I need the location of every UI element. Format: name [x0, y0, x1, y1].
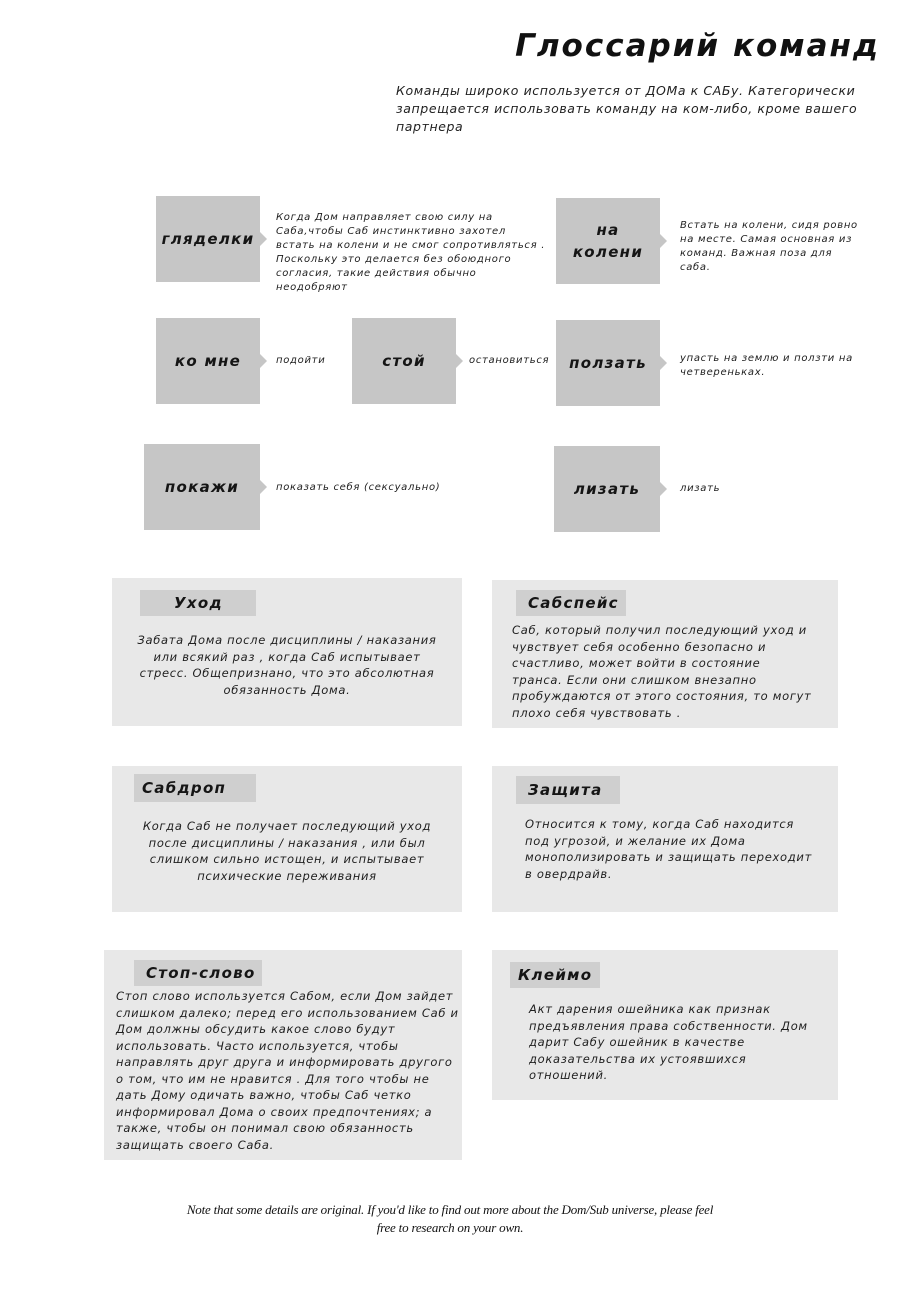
command-tile-glyadelki — [156, 196, 260, 282]
command-label: ко мне — [174, 352, 242, 370]
command-label: на колени — [572, 221, 644, 261]
card-kleymo — [492, 950, 838, 1100]
command-desc: подойти — [276, 355, 326, 366]
command-label: покажи — [164, 478, 240, 496]
card-sabspeys — [492, 580, 838, 728]
command-desc: показать себя (сексуально) — [276, 482, 441, 493]
command-tile-stoy — [352, 318, 456, 404]
command-desc: Встать на колени, сидя ровно на месте. Самая основная из команд. Важная поза для саба. — [680, 220, 858, 273]
card-title: Защита — [516, 776, 620, 804]
command-desc: Когда Дом направляет свою силу на Саба,чтобы Саб инстинктивно захотел встать на колени и не смог сопротивляться . Поскольку это делается без обоюдного согласия, такие действия обычно неодобряют — [276, 212, 546, 293]
command-label: лизать — [573, 480, 641, 498]
card-zashchita — [492, 766, 838, 912]
command-tile-lizat — [554, 446, 660, 532]
command-desc: остановиться — [469, 355, 550, 366]
command-tile-ko-mne — [156, 318, 260, 404]
page-title: Глоссарий команд — [515, 28, 880, 64]
command-desc: упасть на землю и ползти на четвереньках. — [680, 353, 853, 378]
command-tile-polzat — [556, 320, 660, 406]
card-title: Клеймо — [510, 962, 600, 988]
command-label: стой — [382, 352, 426, 370]
card-title: Уход — [140, 590, 256, 616]
command-tile-pokazhi — [144, 444, 260, 530]
card-body: Стоп слово используется Сабом, если Дом зайдет слишком далеко; перед его использованием Саб и Дом должны обсудить какое слово будут использовать. Часто используется, чтобы направлять друг друга и информировать другого о том, что им не нравится . Для того чтобы не дать Дому одичать важно, чтобы Саб четко информировал Дома о своих предпочтениях; а также, чтобы он понимал свою обязанность защищать своего Саба. — [116, 989, 459, 1152]
card-title: Стоп-слово — [134, 960, 262, 986]
command-desc: лизать — [680, 483, 721, 494]
card-body: Относится к тому, когда Саб находится под угрозой, и желание их Дома монополизировать и защищать переходит в овердрайв. — [525, 817, 812, 881]
card-ukhod — [112, 578, 462, 726]
card-body: Когда Саб не получает последующий уход после дисциплины / наказания , или был слишком сильно истощен, и испытывает психические переживания — [142, 819, 432, 883]
card-body: Забата Дома после дисциплины / наказания или всякий раз , когда Саб испытывает стресс. Общепризнано, что это абсолютная обязанность Дома. — [137, 633, 437, 697]
card-title: Сабспейс — [516, 590, 626, 616]
card-stop-slovo — [104, 950, 462, 1160]
footer-note: Note that some details are original. If you'd like to find out more about the Dom/Sub universe, please feel free to research on your own. — [186, 1202, 714, 1235]
command-label: ползать — [569, 354, 647, 372]
card-title: Сабдроп — [134, 774, 256, 802]
command-tile-na-koleni — [556, 198, 660, 284]
intro-text: Команды широко используется от ДОМа к САБу. Категорически запрещается использовать команду на ком-либо, кроме вашего партнера — [396, 83, 858, 134]
card-sabdrop — [112, 766, 462, 912]
card-body: Акт дарения ошейника как признак предъявления права собственности. Дом дарит Сабу ошейник в качестве доказательства их устоявшихся отношений. — [529, 1002, 808, 1082]
card-body: Саб, который получил последующий уход и чувствует себя особенно безопасно и счастливо, может войти в состояние транса. Если они слишком внезапно пробуждаются от этого состояния, то могут плохо себя чувствовать . — [512, 623, 812, 720]
command-label: гляделки — [161, 230, 255, 248]
